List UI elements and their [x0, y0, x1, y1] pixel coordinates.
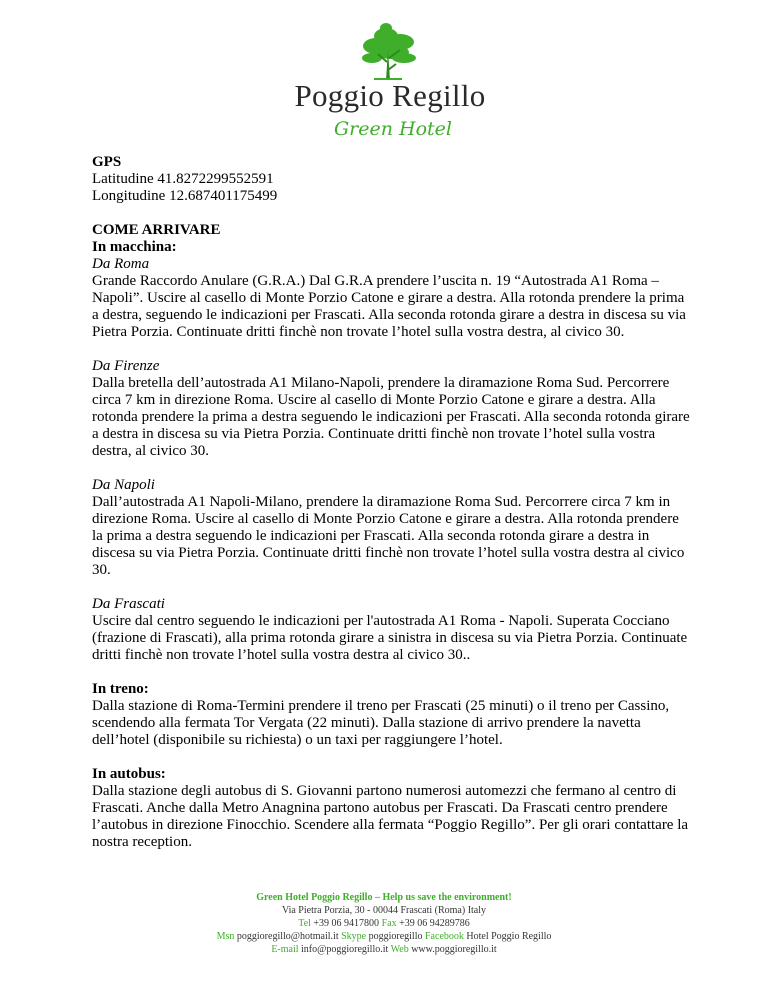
fax-label: Fax	[381, 918, 397, 929]
frascati-text: Uscire dal centro seguendo le indicazioni per l'autostrada A1 Roma - Napoli. Superata Cocciano (frazione di Frascati), alla prima rotonda girare a sinistra in discesa su via Pietra Porzia. Continuate dritti finchè non trovate l’hotel sulla vostra destra al civico 30..	[92, 613, 688, 663]
footer-phone-line	[0, 917, 768, 930]
footer-address: Via Pietra Porzia, 30 - 00044 Frascati (Roma) Italy	[281, 905, 487, 916]
web-value[interactable]: www.poggioregillo.it	[411, 944, 497, 955]
gps-longitude: Longitudine 12.687401175499	[92, 188, 278, 204]
bus-heading: In autobus:	[92, 766, 166, 782]
firenze-text: Dalla bretella dell’autostrada A1 Milano-Napoli, prendere la diramazione Roma Sud. Percorrere circa 7 km in direzione Roma. Uscire al casello di Monte Porzio Catone e girare a destra. Alla rotonda prendere la prima a destra seguendo le indicazioni per Frascati. Alla seconda rotonda girare a destra in discesa su via Pietra Porzia. Continuate dritti finchè non trovate l’hotel sulla vostra destra, al civico 30.	[92, 375, 690, 459]
skype-value: poggioregillo	[368, 931, 423, 942]
tel-label: Tel	[298, 918, 311, 929]
hotel-tagline: Green Hotel	[334, 118, 452, 140]
frascati-title: Da Frascati	[92, 596, 165, 612]
facebook-label: Facebook	[425, 931, 464, 942]
msn-label: Msn	[216, 931, 235, 942]
napoli-text: Dall’autostrada A1 Napoli-Milano, prendere la diramazione Roma Sud. Percorrere circa 7 km in direzione Roma. Uscire al casello di Monte Porzio Catone e girare a destra. Alla rotonda prendere la prima a destra seguendo le indicazioni per Frascati. Alla seconda rotonda girare a destra in discesa su via Pietra Porzia. Continuate dritti finchè non trovate l’hotel sulla vostra destra al civico 30.	[92, 494, 685, 578]
train-heading: In treno:	[92, 681, 149, 697]
email-label: E-mail	[271, 944, 299, 955]
web-label: Web	[390, 944, 409, 955]
footer-web-line	[0, 943, 768, 956]
firenze-title: Da Firenze	[92, 358, 160, 374]
tree-icon	[356, 22, 420, 84]
hotel-logo	[280, 22, 500, 142]
napoli-title: Da Napoli	[92, 477, 155, 493]
gps-heading: GPS	[92, 154, 122, 170]
hotel-name: Poggio Regillo	[294, 78, 486, 113]
document-body	[92, 154, 692, 851]
car-heading: In macchina:	[92, 239, 177, 255]
footer-slogan: Green Hotel Poggio Regillo – Help us save the environment!	[256, 892, 512, 903]
bus-text: Dalla stazione degli autobus di S. Giovanni partono numerosi automezzi che fermano al centro di Frascati. Anche dalla Metro Anagnina partono autobus per Frascati. Da Frascati centro prendere l’autobus in direzione Finocchio. Scendere alla fermata “Poggio Regillo”. Per gli orari contattare la nostra reception.	[92, 783, 689, 850]
train-text: Dalla stazione di Roma-Termini prendere il treno per Frascati (25 minuti) o il treno per Cassino, scendendo alla fermata Tor Vergata (22 minuti). Dalla stazione di arrivo prendere la navetta dell’hotel (disponibile su richiesta) o un taxi per raggiungere l’hotel.	[92, 698, 670, 748]
fax-value: +39 06 94289786	[399, 918, 470, 929]
msn-value: poggioregillo@hotmail.it	[236, 931, 339, 942]
roma-text: Grande Raccordo Anulare (G.R.A.) Dal G.R.A prendere l’uscita n. 19 “Autostrada A1 Roma – Napoli”. Uscire al casello di Monte Porzio Catone e girare a destra. Alla rotonda prendere la prima a destra, seguendo le indicazioni per Frascati. Alla seconda rotonda girare a destra in discesa su via Pietra Porzia. Continuate dritti finchè non trovate l’hotel sulla vostra destra, al civico 30.	[92, 273, 686, 340]
email-value[interactable]: info@poggioregillo.it	[301, 944, 389, 955]
contact-footer	[0, 891, 768, 956]
roma-title: Da Roma	[92, 256, 150, 272]
skype-label: Skype	[341, 931, 367, 942]
gps-latitude: Latitudine 41.8272299552591	[92, 171, 274, 187]
footer-social-line	[0, 930, 768, 943]
directions-heading: COME ARRIVARE	[92, 222, 221, 238]
tel-value: +39 06 9417800	[313, 918, 380, 929]
facebook-value: Hotel Poggio Regillo	[466, 931, 552, 942]
